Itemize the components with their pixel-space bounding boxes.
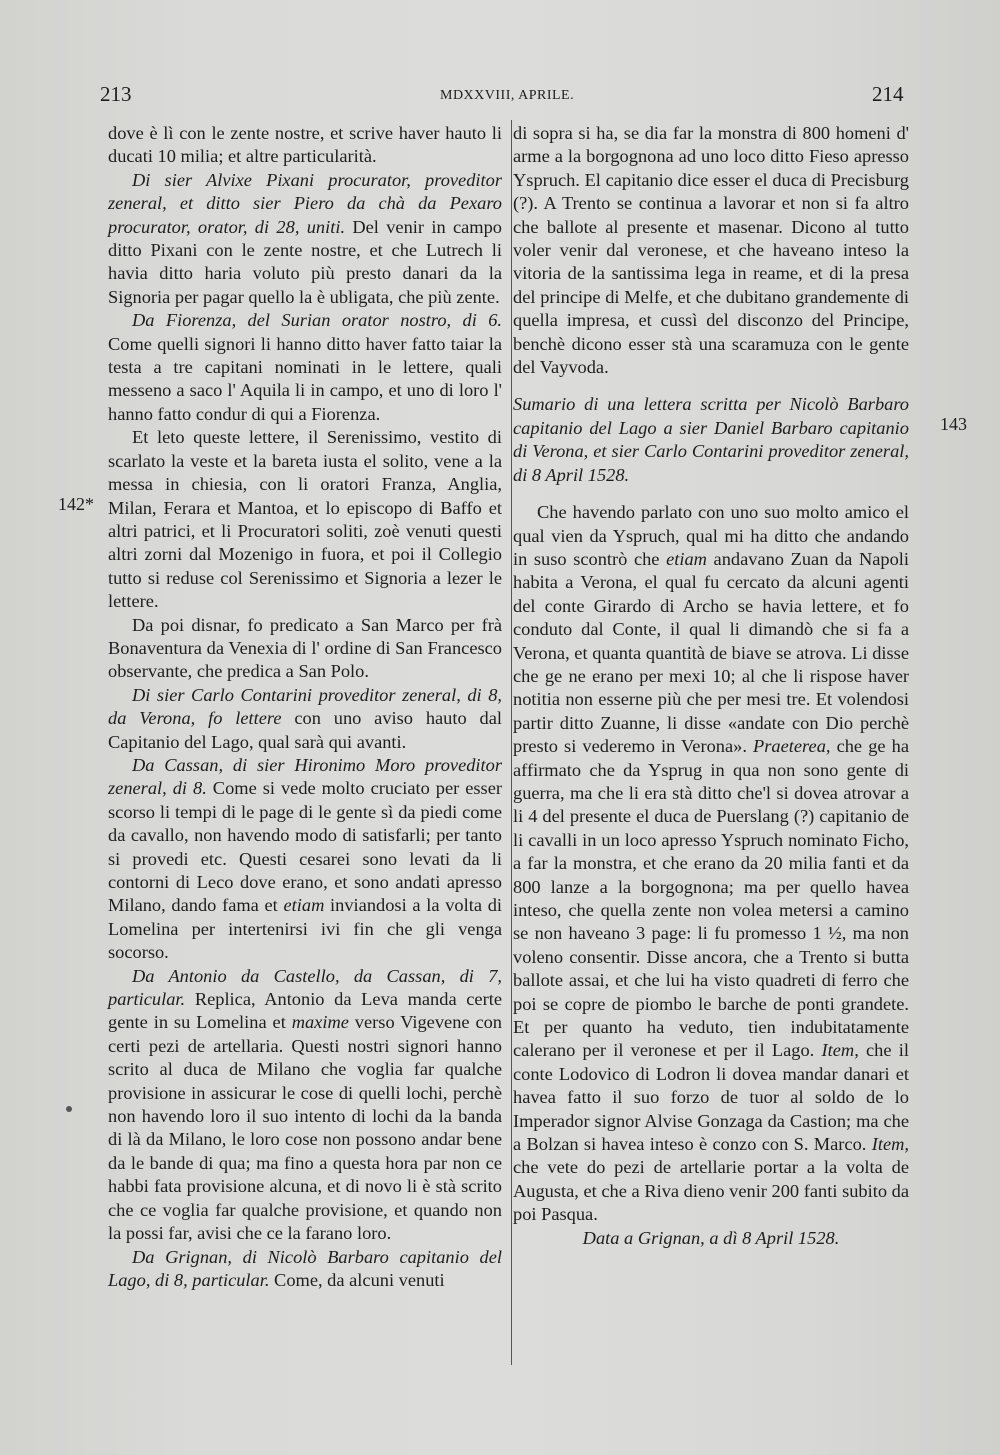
page-number-right: 214 [872, 82, 904, 106]
paragraph [108, 309, 502, 426]
paragraph [513, 501, 909, 1227]
page-number-left: 213 [100, 82, 132, 106]
paragraph [108, 1246, 502, 1293]
right-column [513, 122, 909, 1250]
latin-word: Praeterea, [753, 736, 831, 757]
paragraph-text: Replica, Antonio da Leva manda certe gente in su Lomelina et [108, 989, 502, 1033]
paragraph: di sopra si ha, se dia far la monstra di 800 homeni d' arme a la borgognona ad uno loco ditto Fieso apresso Yspruch. El capitanio dice esser el duca di Precisburg (?). A Trento se continua a lavorar et non si fa altro che ballote al presente et masenar. Dicono al tutto voler venir dal veronese, et che haveano inteso la vitoria de la santissima lega in reame, et di la presa del principe di Melfe, et che dubitano grandemente di quella impresa, et cussì del disconzo del Principe, benchè dicono esser stà una scaramuza con le gente del Vayvoda. [513, 123, 909, 378]
paragraph-text: Come si vede molto cruciato per esser scorso li tempi di le page di le gente sì da piedi come da cavallo, non havendo modo di satisfarli; per tanto si provedi etc. Questi cesarei sono levati da li contorni di Leco dove erano, et sono andati apresso Milano, dando fama et [108, 778, 502, 916]
column-divider [511, 120, 512, 1365]
letter-heading: Da Cassan, di sier Hironimo Moro proveditor zeneral, di 8. [108, 754, 502, 799]
paragraph: dove è lì con le zente nostre, et scrive haver hauto li ducati 10 milia; et altre particularità. [108, 123, 502, 167]
paragraph-text: andavano Zuan da Napoli habita a Verona, el qual fu cercato da alcuni agenti del conte Girardo di Archo se havia lettere, et fo conduto dal Conte, il qual li dimandò che si fa a Verona, et quanta quantità de biave se atrova. Li disse che ge ne erano per mexi 10; al che li rispose haver notitia non esserne più che per mesi tre. Et volendosi partir ditto Zuanne, li disse «andate con Dio perchè presto si vederemo in Verona». [513, 548, 909, 757]
paragraph-text: che il conte Lodovico di Lodron li dovea mandar danari et havea fatto il suo forzo de tuor al soldo de lo Imperador signor Alvise Gonzaga da Castion; ma che a Bolzan si havea inteso è conzo con S. Marco. [513, 1040, 909, 1155]
paragraph [108, 965, 502, 1246]
letter-heading: Di sier Alvixe Pixani procurator, proveditor zeneral, et ditto sier Piero da chà da Pexaro procurator, orator, di 28, uniti. [108, 169, 502, 237]
paragraph-text: Come, da alcuni venuti [269, 1269, 445, 1290]
latin-word: etiam [666, 548, 707, 569]
paragraph-text: che vete do pezi de artellarie portar a la volta de Augusta, et che a Riva dieno venir 200 fanti subito da poi Pasqua. [513, 1157, 909, 1225]
margin-dot-mark [66, 1106, 72, 1112]
paragraph: Da poi disnar, fo predicato a San Marco per frà Bonaventura da Venexia di l' ordine di San Francesco observante, che predica a San Polo. [108, 614, 502, 682]
latin-word: maxime [291, 1012, 349, 1033]
paragraph-text: inviandosi a la volta di Lomelina per intertenirsi ivi fin che gli venga socorso. [108, 895, 502, 963]
paragraph-text: Che havendo parlato con uno suo molto amico el qual vien da Yspruch, qual mi ha ditto che andando in suso scontrò che [513, 502, 909, 569]
paragraph [108, 169, 502, 309]
letter-heading: Di sier Carlo Contarini proveditor zeneral, di 8, da Verona, fo lettere [108, 684, 502, 729]
letter-heading: Da Antonio da Castello, da Cassan, di 7, particular. [108, 965, 502, 1010]
margin-note-left: 142* [58, 494, 94, 514]
summary-heading: Sumario di una lettera scritta per Nicolò Barbaro capitanio del Lago a sier Daniel Barbaro capitanio di Verona, et sier Carlo Contarini proveditor zeneral, di 8 April 1528. [513, 394, 909, 485]
latin-word: etiam [283, 895, 325, 916]
running-title: MDXXVIII, APRILE. [440, 88, 575, 103]
left-column [108, 122, 502, 1292]
latin-word: Item, [871, 1134, 909, 1155]
paragraph-text: che ge ha affirmato che da Ysprug in qua non sono gente di guerra, ma che li era stà ditto che'l si dovea atrovar a li 4 del presente el duca de Puerslang (?) capitanio de li cavalli in un loco apresso Yspruch nominato Ficho, a far la monstra, et che erano da 20 milia fanti et da 800 lanze a la borgognona; ma per quello havea inteso, che quella zente non volea metersi a camino se non haveano 3 page: li fu promesso 1 ½, ma non voleno consentir. Disse ancora, che a Trento si butta ballote assai, et che lui ha visto quadreti di ferro che poi se copre de piombo le barche de ponti grandete. Et per quanto ha veduto, tien indubitatamente calerano per il veronese et per il Lago. [513, 736, 909, 1061]
letter-heading: Da Grignan, di Nicolò Barbaro capitanio del Lago, di 8, particular. [108, 1246, 502, 1290]
paragraph [108, 684, 502, 754]
paragraph-text: Del venir in campo ditto Pixani con le zente nostre, et che Lutrech li havia ditto haria voluto più presto danari da la Signoria per pagar quello la è ubligata, che più zente. [108, 216, 502, 307]
latin-word: Item, [821, 1040, 859, 1061]
paragraph [108, 754, 502, 965]
margin-note-right: 143 [940, 414, 967, 434]
paragraph-text: con uno aviso hauto dal Capitanio del Lago, qual sarà qui avanti. [108, 708, 502, 752]
paragraph-text: verso Vigevene con certi pezi de artellaria. Questi nostri signori hanno scrito al duca de Milano che voglia far qualche provisione in assicurar le cose di quelli lochi, perchè non havendo loro il suo intento di lochi da la banda di là da Milano, le loro cose non possono andar bene da le bande di qua; ma fino a questa hora par non ce habbi fata provisione alcuna, et di novo li è stà scrito che ce voglia far qualche provisione, et quando non la possi far, avisi che ce la farano loro. [108, 1012, 502, 1244]
letter-heading: Da Fiorenza, del Surian orator nostro, di 6. [132, 310, 502, 331]
paragraph: Et leto queste lettere, il Serenissimo, vestito di scarlato la veste et la bareta iusta el solito, vene a la messa in chiesia, con li oratori Franza, Anglia, Milan, Ferara et Mantoa, et lo episcopo di Baffo et altri patrici, et li Procuratori soliti, zoè venuti questi altri zorni dal Mozenigo in fuora, et poi il Collegio tutto si reduse col Serenissimo et Signoria a lezer le lettere. [108, 427, 502, 612]
closing-line: Data a Grignan, a dì 8 April 1528. [582, 1227, 840, 1248]
paragraph-text: Come quelli signori li hanno ditto haver fatto taiar la testa a tre capitani nominati in le lettere, quali messeno a saco l' Aquila li in campo, et uno di loro l' hanno fatto condur di qui a Fiorenza. [108, 333, 502, 424]
